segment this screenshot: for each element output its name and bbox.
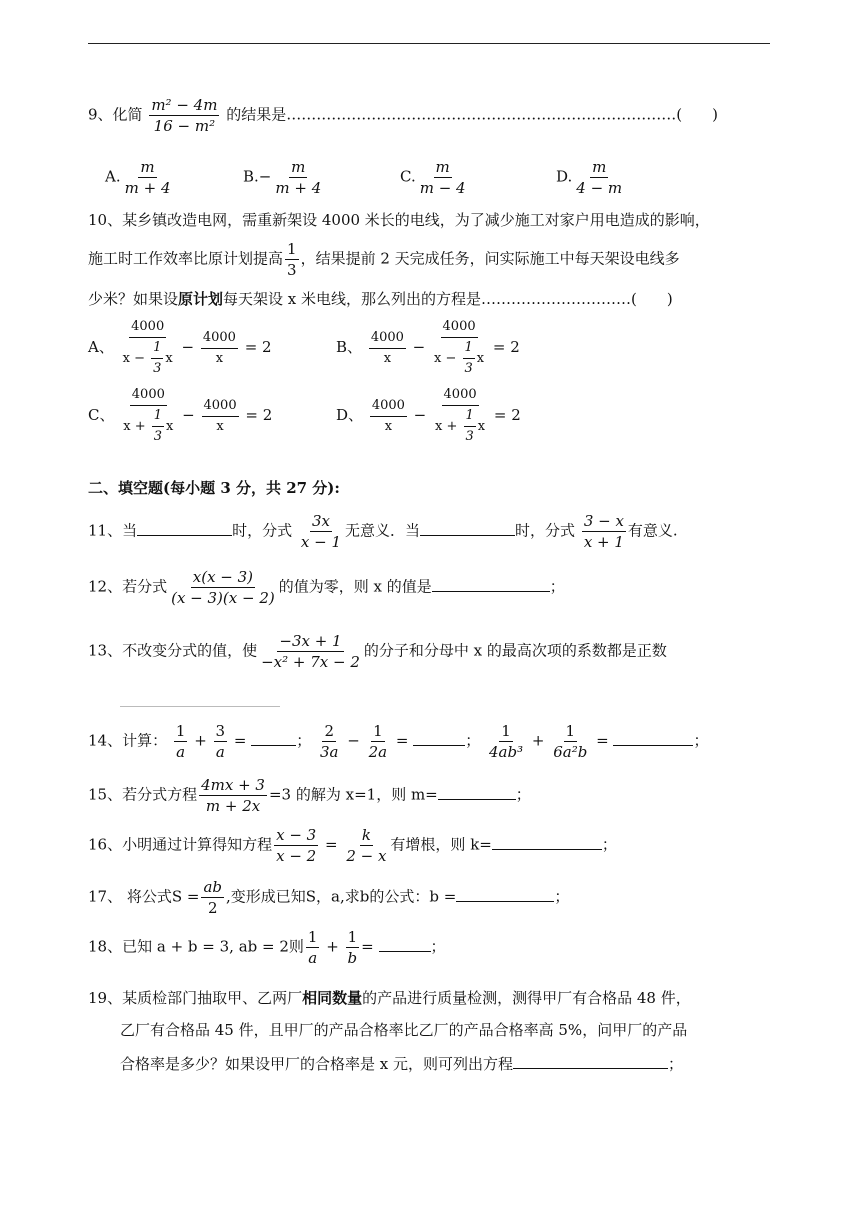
q9-option-a: A. $\frac{m}{m + 4}$	[105, 158, 171, 197]
q11-blank-1[interactable]	[137, 519, 232, 536]
q9-option-b: B.− $\frac{m}{m + 4}$	[243, 158, 322, 197]
question-9: 9、化简 $\frac{\text{m² − 4m}}{\text{16 − m²}}$ 的结果是……………………………………………………………………( )	[88, 96, 718, 135]
q19-line1: 19、某质检部门抽取甲、乙两厂相同数量的产品进行质量检测，测得甲厂有合格品 48 件，	[88, 989, 691, 1007]
q18-blank[interactable]	[379, 935, 431, 952]
q10-line2: 施工时工作效率比原计划提高 $\frac{1}{3}$ ，结果提前 2 天完成任务，问实际施工中每天架设电线多	[88, 240, 680, 279]
question-17: 17、 将公式S = $\frac{ab}{2}$ ,变形成已知S，a,求b的公式：b = ；	[88, 878, 570, 917]
question-12: 12、若分式 $\frac{x(x - 3)}{(x - 3)(x - 2)}$ 的值为零，则 x 的值是 ；	[88, 568, 565, 607]
question-15: 15、若分式方程 $\frac{4mx + 3}{m + 2x}$ =3 的解为 x=1，则 m= ；	[88, 776, 531, 815]
q14-blank-3[interactable]	[613, 729, 693, 746]
question-14: 14、计算： $\frac{1}{a}$ + $\frac{3}{a}$ = ； $\frac{2}{3a}$ − $\frac{1}{2a}$ = ； $\frac{1}{\text{4ab³}}$ + $\frac{1}{\text{6a²b}}$ = ；	[88, 722, 709, 761]
section-2-heading: 二、填空题(每小题 3 分，共 27 分):	[88, 479, 340, 497]
q14-blank-1[interactable]	[251, 729, 296, 746]
q12-blank[interactable]	[432, 575, 550, 592]
q19-line3: 合格率是多少？如果设甲厂的合格率是 x 元，则可列出方程 ；	[120, 1052, 683, 1074]
q10-option-c: C、 4000 x + $\frac{1}{3}$ x − $\frac{4000}{x}$ = 2	[88, 387, 273, 444]
question-13: 13、不改变分式的值，使 $\frac{-3x + 1}{\text{−x² + 7x − 2}}$ 的分子和分母中 x 的最高次项的系数都是正数	[88, 632, 667, 671]
q13-blank[interactable]	[120, 706, 280, 707]
header-rule	[88, 43, 770, 44]
question-11: 11、当 时，分式 $\frac{3x}{x - 1}$ 无意义．当 时，分式 $\frac{3 - x}{x + 1}$ 有意义.	[88, 512, 678, 551]
q11-blank-2[interactable]	[420, 519, 515, 536]
q10-line3: 少米？如果设原计划每天架设 x 米电线，那么列出的方程是…………………………( )	[88, 290, 673, 308]
q10-option-d: D、 $\frac{4000}{x}$ − 4000 x + $\frac{1}{3}$ x = 2	[336, 387, 521, 444]
q9-option-d: D. $\frac{m}{4 - m}$	[556, 158, 623, 197]
question-16: 16、小明通过计算得知方程 $\frac{x - 3}{x - 2}$ = $\frac{k}{2 - x}$ 有增根，则 k= ；	[88, 826, 617, 865]
q19-blank[interactable]	[513, 1052, 668, 1069]
q10-option-a: A、 4000 x − $\frac{1}{3}$ x − $\frac{4000}{x}$ = 2	[88, 319, 272, 376]
q10-option-b: B、 $\frac{4000}{x}$ − 4000 x − $\frac{1}{3}$ x = 2	[336, 319, 520, 376]
question-18: 18、已知 a + b = 3, ab = 2则 $\frac{1}{a}$ + $\frac{1}{b}$ = ；	[88, 928, 446, 967]
q19-line2: 乙厂有合格品 45 件，且甲厂的产品合格率比乙厂的产品合格率高 5%，问甲厂的产品	[120, 1021, 688, 1039]
q14-blank-2[interactable]	[413, 729, 465, 746]
q9-option-c: C. $\frac{m}{m - 4}$	[400, 158, 466, 197]
q9-fraction: $\frac{\text{m² − 4m}}{\text{16 − m²}}$	[151, 96, 218, 135]
q10-line1: 10、某乡镇改造电网，需重新架设 4000 米长的电线，为了减少施工对家户用电造成的影响，	[88, 211, 710, 229]
q16-blank[interactable]	[492, 833, 602, 850]
q17-blank[interactable]	[456, 885, 554, 902]
q15-blank[interactable]	[438, 783, 516, 800]
